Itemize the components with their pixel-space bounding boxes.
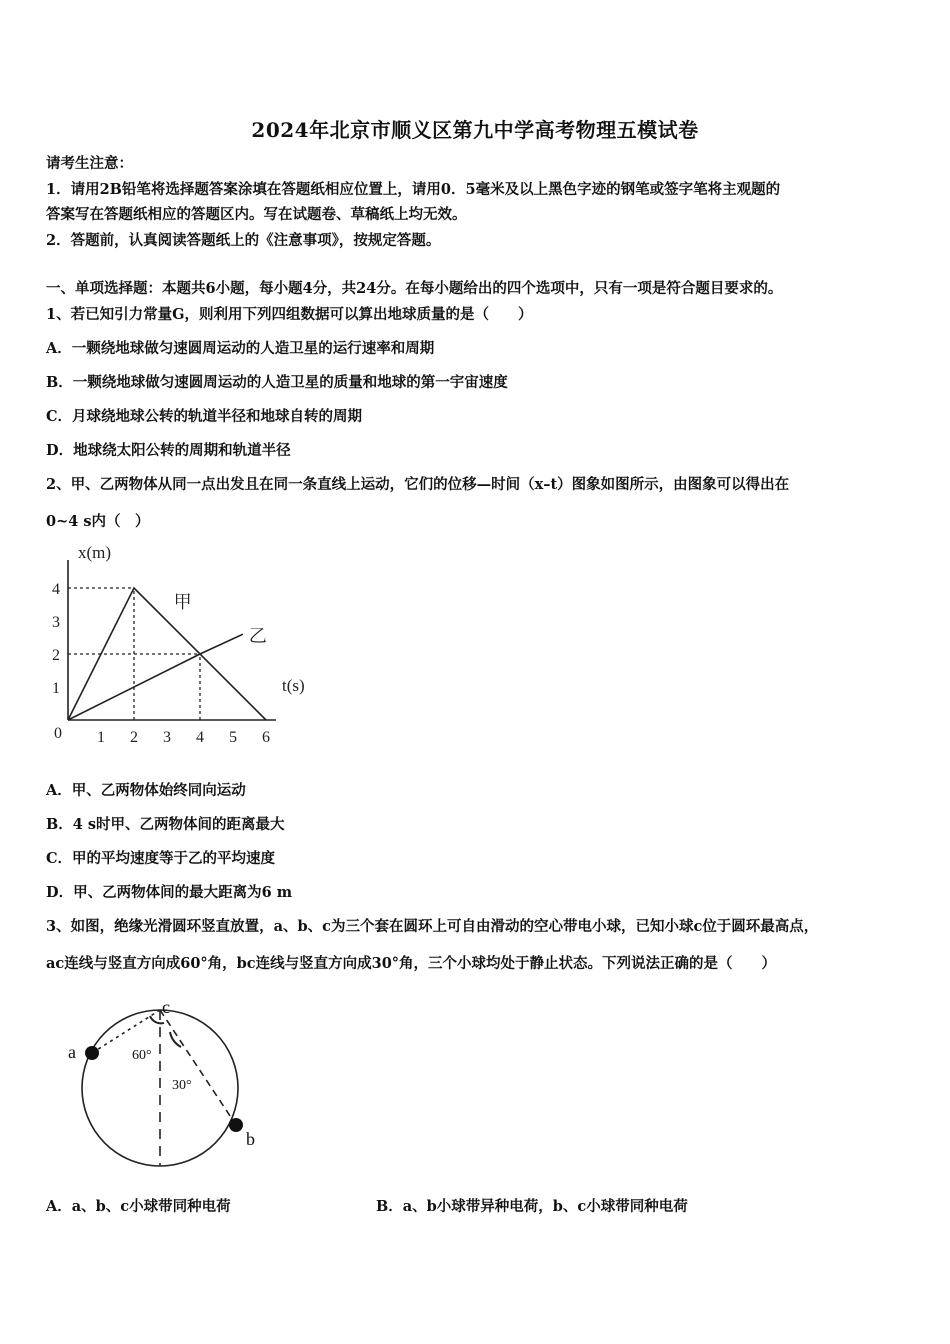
x-tick-label-3: 3 — [163, 729, 171, 746]
q3-option-a: A．a、b、c小球带同种电荷 — [46, 1198, 231, 1215]
angle-label-60: 60° — [132, 1048, 152, 1063]
q3-stem-2: ac连线与竖直方向成60°角，bc连线与竖直方向成30°角，三个小球均处于静止状态。下列说法正确的是（ ） — [46, 955, 777, 972]
x-axis-label: t(s) — [282, 676, 305, 695]
y-tick-label-2: 2 — [52, 647, 60, 664]
label-c: c — [162, 997, 170, 1017]
q1-stem: 1、若已知引力常量G，则利用下列四组数据可以算出地球质量的是（ ） — [46, 306, 533, 323]
y-tick-label-1: 1 — [52, 680, 60, 697]
q1-option-a: A．一颗绕地球做匀速圆周运动的人造卫星的运行速率和周期 — [46, 340, 435, 357]
ball-b — [229, 1118, 243, 1132]
x-tick-label-2: 2 — [130, 729, 138, 746]
xt-chart — [40, 540, 340, 760]
x-tick-label-4: 4 — [196, 729, 204, 746]
series-label-jia: 甲 — [173, 591, 192, 612]
notice-heading: 请考生注意： — [46, 155, 133, 172]
q1-option-c: C．月球绕地球公转的轨道半径和地球自转的周期 — [46, 408, 363, 425]
notice-line-2: 2．答题前，认真阅读答题纸上的《注意事项》，按规定答题。 — [46, 232, 441, 249]
x-tick-label-5: 5 — [229, 729, 237, 746]
q1-option-b: B．一颗绕地球做匀速圆周运动的人造卫星的质量和地球的第一宇宙速度 — [46, 374, 508, 391]
y-axis-label: x(m) — [78, 543, 112, 562]
q2-stem: 2、甲、乙两物体从同一点出发且在同一条直线上运动，它们的位移—时间（x–t）图象如图所示，由图象可以得出在 — [46, 476, 790, 493]
q2-option-a: A．甲、乙两物体始终同向运动 — [46, 782, 246, 799]
q2-option-b: B．4 s时甲、乙两物体间的距离最大 — [46, 816, 285, 833]
q3-stem: 3、如图，绝缘光滑圆环竖直放置，a、b、c为三个套在圆环上可自由滑动的空心带电小球，已知小球c位于圆环最高点， — [46, 918, 819, 935]
section-heading: 一、单项选择题：本题共6小题，每小题4分，共24分。在每小题给出的四个选项中，只有一项是符合题目要求的。 — [46, 280, 783, 297]
origin-label: 0 — [54, 725, 62, 742]
x-tick-label-1: 1 — [97, 729, 105, 746]
x-tick-label-6: 6 — [262, 729, 270, 746]
ball-a — [85, 1046, 99, 1060]
y-tick-label-4: 4 — [52, 581, 60, 598]
angle-label-30: 30° — [172, 1078, 192, 1093]
q2-option-c: C．甲的平均速度等于乙的平均速度 — [46, 850, 276, 867]
label-b: b — [246, 1129, 255, 1149]
page-title: 2024年北京市顺义区第九中学高考物理五模试卷 — [251, 118, 699, 142]
q2-stem-2: 0~4 s内（ ） — [46, 513, 150, 530]
series-label-yi: 乙 — [248, 626, 267, 647]
line-bc — [160, 1010, 236, 1125]
y-tick-label-3: 3 — [52, 614, 60, 631]
label-a: a — [68, 1042, 76, 1062]
q3-option-b: B．a、b小球带异种电荷，b、c小球带同种电荷 — [376, 1198, 688, 1215]
notice-line-1: 1．请用2B铅笔将选择题答案涂填在答题纸相应位置上，请用0．5毫米及以上黑色字迹的钢笔或签字笔将主观题的 — [46, 181, 781, 198]
notice-line-1b: 答案写在答题纸相应的答题区内。写在试题卷、草稿纸上均无效。 — [46, 206, 467, 223]
ring-figure — [60, 995, 280, 1180]
q2-option-d: D．甲、乙两物体间的最大距离为6 m — [46, 884, 293, 901]
q1-option-d: D．地球绕太阳公转的周期和轨道半径 — [46, 442, 291, 459]
angle-arc-60 — [150, 1016, 164, 1023]
series-line-yi — [68, 634, 243, 720]
